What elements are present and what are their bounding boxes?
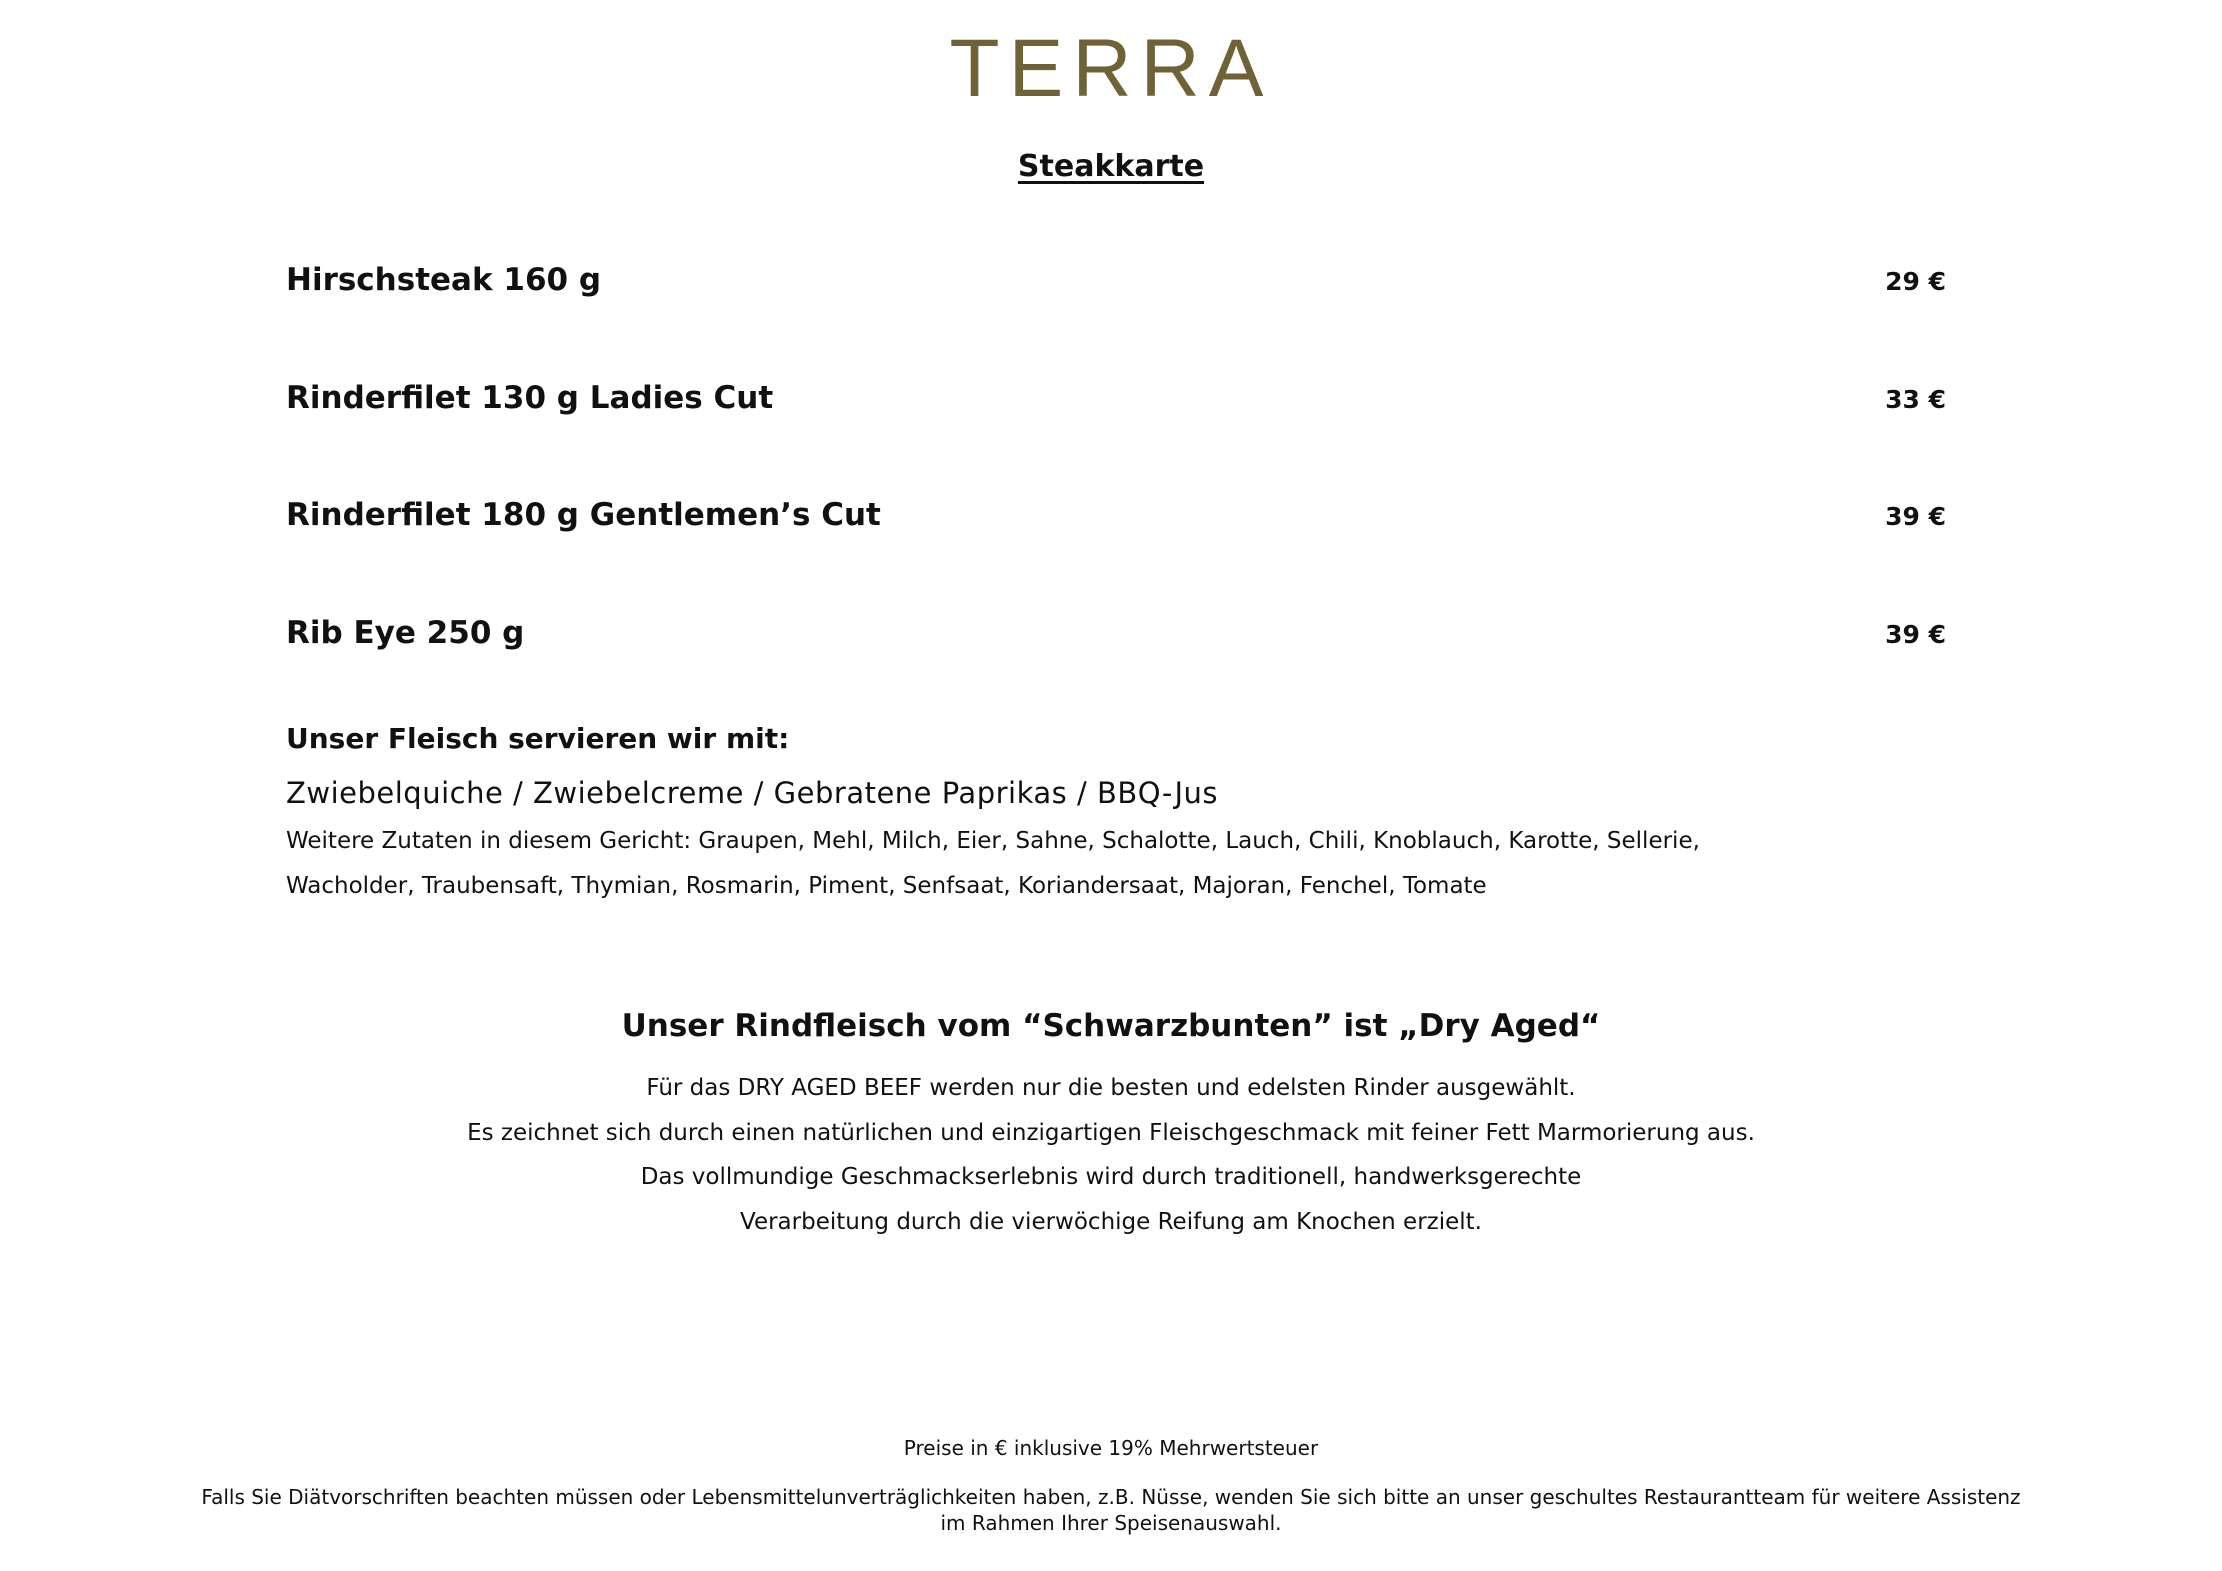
allergy-notice-line: Falls Sie Diätvorschriften beachten müssen oder Lebensmittelunverträglichkeiten haben, z.B. Nüsse, wenden Sie sich bitte an unser geschultes Restaurantteam für weitere Assistenz bbox=[201, 1485, 2021, 1509]
vat-notice: Preise in € inklusive 19% Mehrwertsteuer bbox=[903, 1436, 1319, 1460]
dry-aged-description bbox=[0, 1066, 2222, 1244]
dry-aged-section bbox=[0, 1006, 2222, 1244]
menu-item-price: 39 € bbox=[1885, 619, 1946, 649]
dry-aged-heading: Unser Rindfleisch vom “Schwarzbunten” ist „Dry Aged“ bbox=[621, 1008, 1601, 1044]
menu-title: Steakkarte bbox=[1017, 149, 1205, 184]
menu-item-price: 33 € bbox=[1885, 384, 1946, 414]
steak-menu-list bbox=[286, 258, 1946, 728]
menu-item-name: Rib Eye 250 g bbox=[286, 614, 525, 651]
side-dishes-list: Zwiebelquiche / Zwiebelcreme / Gebratene Paprikas / BBQ-Jus bbox=[286, 776, 1218, 810]
menu-item bbox=[286, 611, 1946, 729]
menu-item-name: Rinderfilet 180 g Gentlemen’s Cut bbox=[286, 497, 881, 533]
menu-item-price: 29 € bbox=[1885, 267, 1946, 296]
ingredients-text: Weitere Zutaten in diesem Gericht: Graupen, Mehl, Milch, Eier, Sahne, Schalotte, Lauch, Chili, Knoblauch, Karotte, Sellerie, Wacholder, Traubensaft, Thymian, Rosmarin, Piment, Senfsaat, Koriandersaat, Majoran, Fenchel, Tomate bbox=[286, 828, 1700, 899]
menu-item-name: Rinderfilet 130 g Ladies Cut bbox=[286, 379, 774, 416]
dry-aged-line: Das vollmundige Geschmackserlebnis wird durch traditionell, handwerksgerechte bbox=[640, 1164, 1582, 1190]
dry-aged-line: Verarbeitung durch die vierwöchige Reifung am Knochen erzielt. bbox=[740, 1208, 1482, 1235]
restaurant-logo: TERRA bbox=[949, 23, 1273, 114]
menu-item-name: Hirschsteak 160 g bbox=[286, 262, 602, 298]
allergy-notice bbox=[0, 1484, 2222, 1536]
menu-item bbox=[286, 376, 1946, 494]
menu-item-price: 39 € bbox=[1885, 502, 1946, 531]
footer bbox=[0, 1434, 2222, 1536]
menu-item bbox=[286, 493, 1946, 611]
dry-aged-line: Für das DRY AGED BEEF werden nur die besten und edelsten Rinder ausgewählt. bbox=[646, 1075, 1576, 1101]
menu-item bbox=[286, 258, 1946, 376]
side-dishes-heading: Unser Fleisch servieren wir mit: bbox=[286, 722, 790, 755]
allergy-notice-line: im Rahmen Ihrer Speisenauswahl. bbox=[940, 1511, 1282, 1535]
dry-aged-line: Es zeichnet sich durch einen natürlichen und einzigartigen Fleischgeschmack mit feiner Fett Marmorierung aus. bbox=[467, 1119, 1755, 1146]
side-dishes-section bbox=[286, 717, 1986, 908]
